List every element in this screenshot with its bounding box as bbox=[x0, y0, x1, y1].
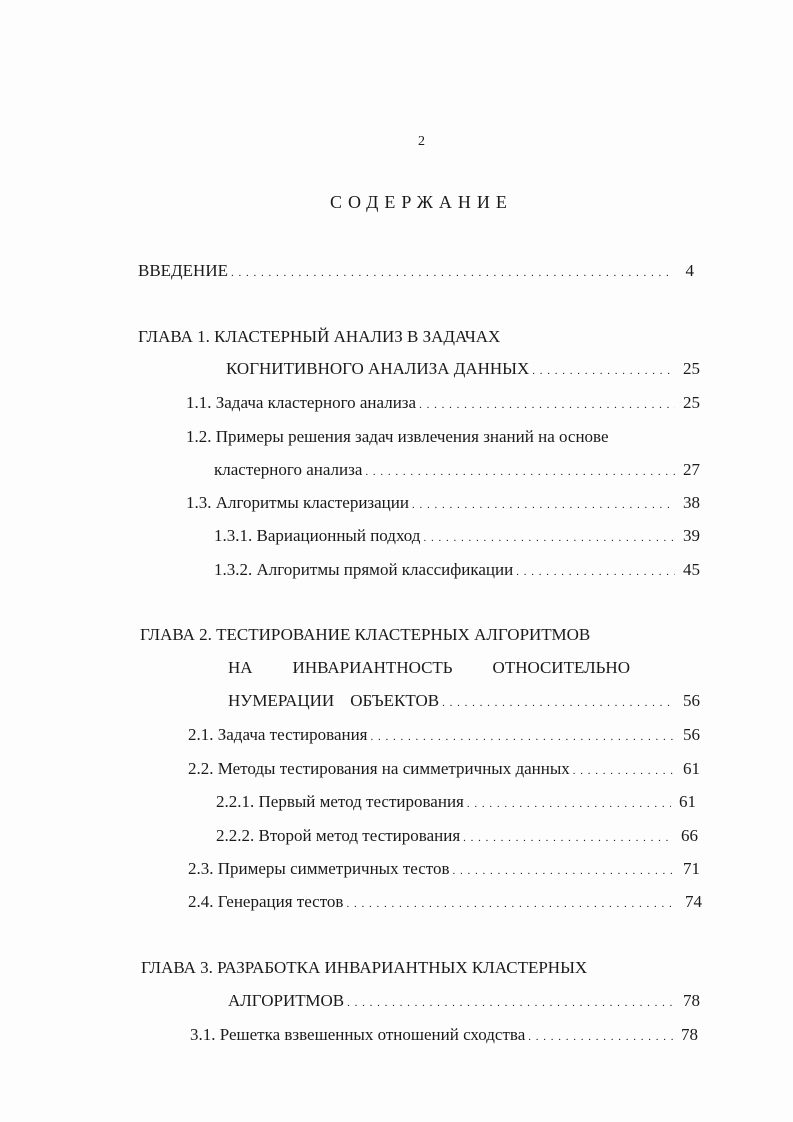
dot-leader bbox=[412, 492, 675, 516]
toc-entry-text: 1.1. Задача кластерного анализа bbox=[186, 393, 417, 412]
dot-leader bbox=[347, 990, 675, 1014]
toc-entry-text: 2.2. Методы тестирования на симметричных данных bbox=[188, 759, 570, 778]
toc-entry-2-2-2[interactable] bbox=[216, 825, 698, 849]
chapter-2-word: ИНВАРИАНТНОСТЬ bbox=[292, 658, 453, 677]
toc-entry-text: ОБЪЕКТОВ bbox=[350, 691, 440, 710]
toc-entry-1-3-1[interactable] bbox=[214, 525, 700, 549]
chapter-3-heading[interactable]: ГЛАВА 3. РАЗРАБОТКА ИНВАРИАНТНЫХ КЛАСТЕРНЫХ bbox=[141, 958, 588, 977]
toc-entry-text: АЛГОРИТМОВ bbox=[228, 991, 345, 1010]
toc-page-number: 38 bbox=[683, 493, 700, 512]
dot-leader bbox=[371, 724, 675, 748]
toc-page-number: 25 bbox=[683, 393, 700, 412]
toc-entry-text: 2.1. Задача тестирования bbox=[188, 725, 368, 744]
dot-leader bbox=[442, 690, 675, 714]
toc-entry-1-2[interactable] bbox=[214, 459, 700, 483]
toc-page-number: 25 bbox=[683, 359, 700, 378]
toc-entry-text: 2.2.1. Первый метод тестирования bbox=[216, 792, 464, 811]
toc-entry-text: КОГНИТИВНОГО АНАЛИЗА ДАННЫХ bbox=[226, 359, 530, 378]
toc-entry-2-4[interactable] bbox=[188, 891, 702, 915]
toc-entry-3-1[interactable] bbox=[190, 1024, 698, 1048]
toc-entry-chapter-1[interactable] bbox=[226, 358, 700, 382]
toc-entry-text: 2.3. Примеры симметричных тестов bbox=[188, 859, 450, 878]
dot-leader bbox=[528, 1024, 673, 1048]
dot-leader bbox=[231, 260, 669, 284]
toc-entry-text: 2.4. Генерация тестов bbox=[188, 892, 344, 911]
dot-leader bbox=[453, 858, 675, 882]
toc-entry-chapter-2[interactable] bbox=[228, 690, 700, 714]
chapter-1-heading[interactable]: ГЛАВА 1. КЛАСТЕРНЫЙ АНАЛИЗ В ЗАДАЧАХ bbox=[138, 327, 501, 346]
toc-page-number: 56 bbox=[683, 691, 700, 710]
page-number: 2 bbox=[418, 134, 425, 149]
toc-entry-1-3[interactable] bbox=[186, 492, 700, 516]
toc-entry-text: кластерного анализа bbox=[214, 460, 363, 479]
toc-page-number: 61 bbox=[679, 792, 696, 811]
dot-leader bbox=[423, 525, 675, 549]
dot-leader bbox=[467, 791, 671, 815]
chapter-2-word: ОТНОСИТЕЛЬНО bbox=[492, 658, 630, 677]
toc-page-number: 45 bbox=[683, 560, 700, 579]
toc-page-number: 27 bbox=[683, 460, 700, 479]
dot-leader bbox=[463, 825, 673, 849]
dot-leader bbox=[346, 891, 677, 915]
toc-page-number: 39 bbox=[683, 526, 700, 545]
toc-entry-2-1[interactable] bbox=[188, 724, 700, 748]
chapter-2-heading[interactable]: ГЛАВА 2. ТЕСТИРОВАНИЕ КЛАСТЕРНЫХ АЛГОРИТМОВ bbox=[140, 625, 591, 644]
toc-entry-1-1[interactable] bbox=[186, 392, 700, 416]
toc-entry-text: 1.3.1. Вариационный подход bbox=[214, 526, 421, 545]
dot-leader bbox=[365, 459, 675, 483]
toc-entry-1-2-line1[interactable]: 1.2. Примеры решения задач извлечения знаний на основе bbox=[186, 427, 609, 446]
toc-entry-text: 2.2.2. Второй метод тестирования bbox=[216, 826, 461, 845]
toc-page-number: 74 bbox=[685, 892, 702, 911]
chapter-2-word: НА bbox=[228, 658, 253, 677]
toc-entry-2-3[interactable] bbox=[188, 858, 700, 882]
dot-leader bbox=[419, 392, 675, 416]
toc-page-number: 78 bbox=[683, 991, 700, 1010]
dot-leader bbox=[573, 758, 675, 782]
toc-page-number: 66 bbox=[681, 826, 698, 845]
dot-leader bbox=[532, 358, 675, 382]
toc-page-number: 78 bbox=[681, 1025, 698, 1044]
toc-entry-text: 3.1. Решетка взвешенных отношений сходства bbox=[190, 1025, 526, 1044]
toc-page-number: 71 bbox=[683, 859, 700, 878]
toc-page-number: 56 bbox=[683, 725, 700, 744]
toc-entry-1-3-2[interactable] bbox=[214, 559, 700, 583]
toc-entry-2-2[interactable] bbox=[188, 758, 700, 782]
toc-entry-text: ВВЕДЕНИЕ bbox=[138, 261, 228, 280]
toc-entry-intro[interactable] bbox=[138, 260, 694, 284]
toc-page-number: 61 bbox=[683, 759, 700, 778]
toc-entry-2-2-1[interactable] bbox=[216, 791, 696, 815]
page-title: СОДЕРЖАНИЕ bbox=[330, 192, 513, 212]
toc-entry-text: 1.3.2. Алгоритмы прямой классификации bbox=[214, 560, 514, 579]
chapter-2-heading-line2 bbox=[228, 657, 630, 679]
toc-entry-text: 1.3. Алгоритмы кластеризации bbox=[186, 493, 409, 512]
toc-entry-text: НУМЕРАЦИИ bbox=[228, 691, 335, 710]
toc-page-number: 4 bbox=[685, 261, 694, 280]
dot-leader bbox=[516, 559, 675, 583]
toc-entry-chapter-3[interactable] bbox=[228, 990, 700, 1014]
